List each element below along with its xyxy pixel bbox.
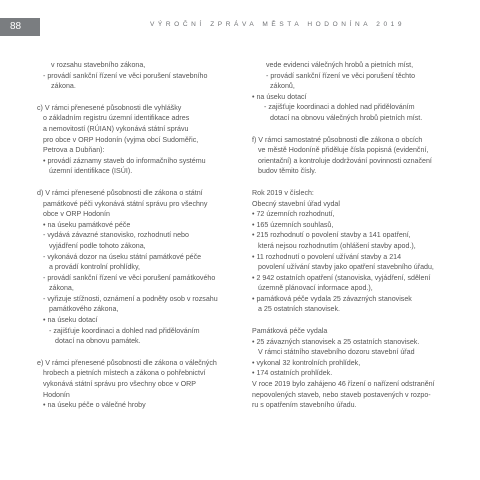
text-line: a nemovitostí (RÚIAN) vykonává státní správu <box>43 124 189 133</box>
text-line: zákona. <box>51 82 76 91</box>
text-line: obce v ORP Hodonín <box>43 210 110 219</box>
text-line: Rok 2019 v číslech: <box>252 188 314 197</box>
text-line: povolení užívání stavby jako opatření stavebního úřadu, <box>258 263 434 272</box>
text-line: • na úseku péče o válečné hroby <box>43 401 146 410</box>
text-line: ve městě Hodoníně přiděluje čísla popisná (evidenční, <box>258 146 429 155</box>
text-line: - vykonává dozor na úseku státní památkové péče <box>43 252 202 261</box>
text-line: • 25 závazných stanovisek a 25 ostatních stanovisek. <box>252 337 420 346</box>
text-line: c) V rámci přenesené působnosti dle vyhlášky <box>37 103 182 112</box>
text-line: • provádí záznamy staveb do informačního systému <box>43 156 206 165</box>
text-line: dotací na obnovu památek. <box>55 337 141 346</box>
paragraph-gap <box>37 92 227 103</box>
text-line: • na úseku památkové péče <box>43 220 131 229</box>
text-line: - provádí sankční řízení ve věci porušení památkového <box>43 273 216 282</box>
paragraph-gap <box>37 347 227 358</box>
text-line: Petrova a Dubňan): <box>43 146 105 155</box>
text-line: a 25 ostatních stanovisek. <box>258 305 341 314</box>
text-line: • 2 942 ostatních opatření (stanoviska, vyjádření, sdělení <box>252 273 431 282</box>
text-line: památkového zákona, <box>49 305 119 314</box>
paragraph-gap <box>252 177 457 188</box>
text-line: V roce 2019 bylo zahájeno 46 řízení o nařízení odstranění <box>252 380 435 389</box>
text-line: vykonává státní správu pro všechny obce v ORP <box>43 380 196 389</box>
text-line: - zajišťuje koordinaci a dohled nad přidělováním <box>49 326 200 335</box>
text-line: územně plánovací informace apod.), <box>258 284 373 293</box>
text-line: Hodonín <box>43 390 70 399</box>
text-line: - vyřizuje stížnosti, oznámení a podněty osob v rozsahu <box>43 294 218 303</box>
text-line: dotací na obnovu válečných hrobů pietních míst. <box>270 113 423 122</box>
text-line: e) V rámci přenesené působnosti dle zákona o válečných <box>37 358 217 367</box>
text-line: • na úseku dotací <box>252 92 307 101</box>
text-line: územní identifikace (ISÚI). <box>49 167 133 176</box>
text-line: • 11 rozhodnutí o povolení užívání stavby a 214 <box>252 252 402 261</box>
text-line: zákonů, <box>270 82 295 91</box>
text-line: Obecný stavební úřad vydal <box>252 199 340 208</box>
text-line: hrobech a pietních místech a zákona o pohřebnictví <box>43 369 206 378</box>
paragraph-gap <box>37 177 227 188</box>
text-line: • 215 rozhodnutí o povolení stavby a 141 opatření, <box>252 231 411 240</box>
page-number: 88 <box>0 18 40 36</box>
text-line: v rozsahu stavebního zákona, <box>51 61 146 69</box>
text-line: • na úseku dotací <box>43 316 98 325</box>
text-line: zákona, <box>49 284 74 293</box>
paragraph-gap <box>252 124 457 135</box>
text-line: vede evidenci válečných hrobů a pietních míst, <box>266 61 414 69</box>
text-line: • 72 územních rozhodnutí, <box>252 210 335 219</box>
running-header: VÝROČNÍ ZPRÁVA MĚSTA HODONÍNA 2019 <box>150 21 406 28</box>
text-line: budov těmito čísly. <box>258 167 317 176</box>
text-line: pro obce v ORP Hodonín (vyjma obcí Sudoměřic, <box>43 135 199 144</box>
text-line: nepovolených staveb, nebo staveb postavených v rozpo- <box>252 390 431 399</box>
text-line: • 165 územních souhlasů, <box>252 220 334 229</box>
text-line: f) V rámci samostatné působnosti dle zákona o obcích <box>252 135 423 144</box>
text-line: vyjádření podle tohoto zákona, <box>49 241 146 250</box>
text-line: orientační) a kontroluje dodržování povinnosti označení <box>258 156 432 165</box>
text-line: • 174 ostatních prohlídek. <box>252 369 333 378</box>
text-line: Památková péče vydala <box>252 327 328 336</box>
right-text-column <box>252 60 457 411</box>
text-line: - provádí sankční řízení ve věci porušení stavebního <box>43 71 208 80</box>
text-line: • památková péče vydala 25 závazných stanovisek <box>252 294 412 303</box>
paragraph-gap <box>252 315 457 326</box>
text-line: o základním registru územní identifikace adres <box>43 114 190 123</box>
text-line: ru s opatřením stavebního úřadu. <box>252 401 357 410</box>
left-text-column <box>37 60 227 411</box>
text-line: - provádí sankční řízení ve věci porušení těchto <box>266 71 416 80</box>
text-line: a provádí kontrolní prohlídky, <box>49 263 140 272</box>
text-line: - vydává závazné stanovisko, rozhodnutí nebo <box>43 231 189 240</box>
text-line: - zajišťuje koordinaci a dohled nad přidělováním <box>264 103 415 112</box>
text-line: d) V rámci přenesené působnosti dle zákona o státní <box>37 188 203 197</box>
text-line: památkové péči vykonává státní správu pro všechny <box>43 199 208 208</box>
text-line: která nejsou rozhodnutím (ohlášení stavby apod.), <box>258 241 416 250</box>
text-line: V rámci státního stavebního dozoru stavební úřad <box>258 348 415 357</box>
text-line: • vykonal 32 kontrolních prohlídek, <box>252 358 361 367</box>
